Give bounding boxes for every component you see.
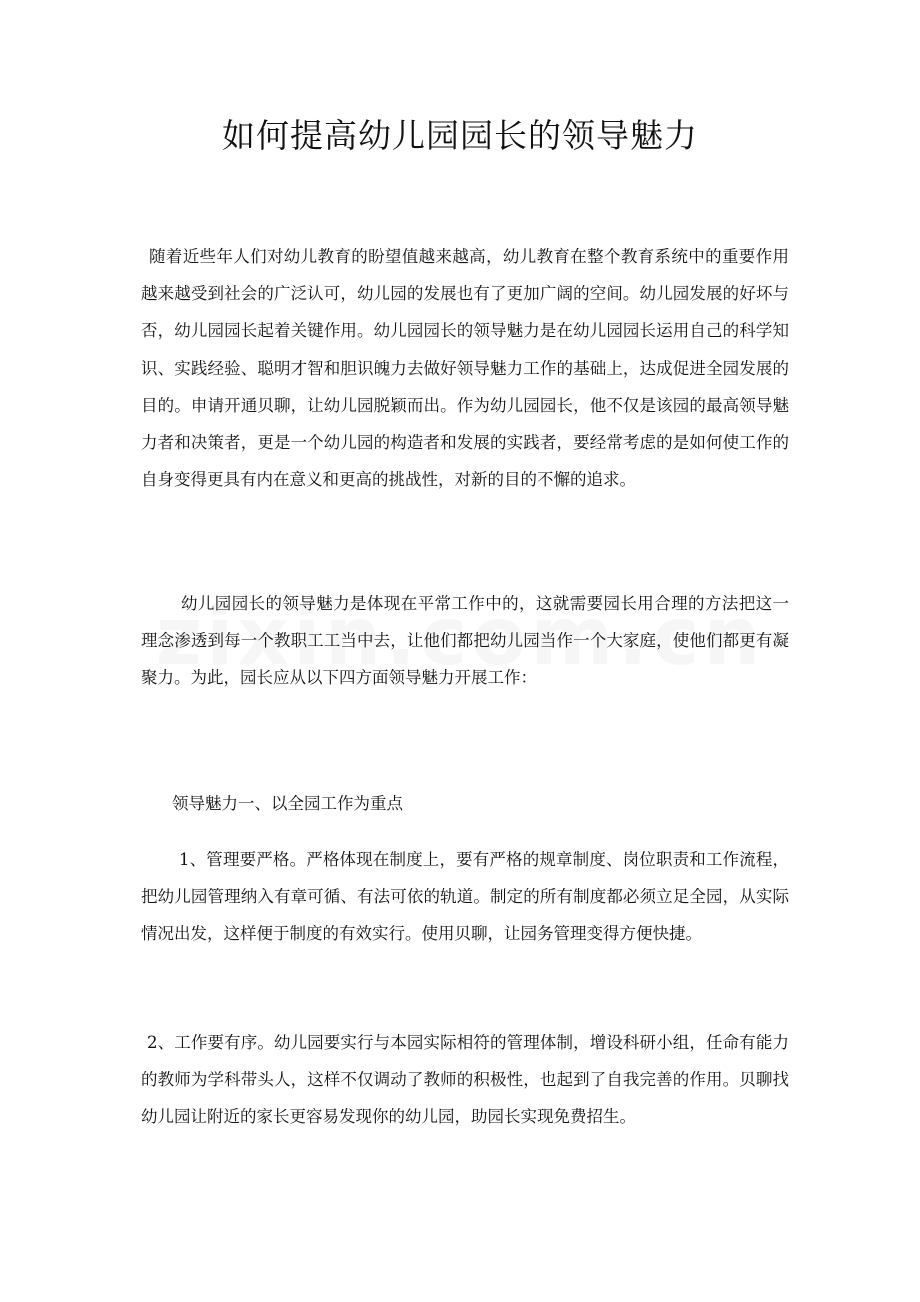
list-item-management: 1、管理要严格。严格体现在制度上，要有严格的规章制度、岗位职责和工作流程，把幼儿园管理纳入有章可循、有法可依的轨道。制定的所有制度都必须立足全园，从实际情况出发，这样便于制度的有效实行。使用贝聊，让园务管理变得方便快捷。 — [141, 850, 789, 944]
intro-paragraph: 随着近些年人们对幼儿教育的盼望值越来越高，幼儿教育在整个教育系统中的重要作用越来越受到社会的广泛认可，幼儿园的发展也有了更加广阔的空间。幼儿园发展的好坏与否，幼儿园园长起着关键作用。幼儿园园长的领导魅力是在幼儿园园长运用自己的科学知识、实践经验、聪明才智和胆识魄力去做好领导魅力工作的基础上，达成促进全园发展的目的。申请开通贝聊，让幼儿园脱颖而出。作为幼儿园园长，他不仅是该园的最高领导魅力者和决策者，更是一个幼儿园的构造者和发展的实践者，要经常考虑的是如何使工作的自身变得更具有内在意义和更高的挑战性，对新的目的不懈的追求。 — [141, 247, 789, 490]
document-title: 如何提高幼儿园园长的领导魅力 — [222, 116, 698, 155]
list-item-order: 2、工作要有序。幼儿园要实行与本园实际相符的管理体制，增设科研小组，任命有能力的教师为学科带头人，这样不仅调动了教师的积极性，也起到了自我完善的作用。贝聊找幼儿园让附近的家长更容易发现你的幼儿园，助园长实现免费招生。 — [141, 1033, 789, 1127]
section-heading: 领导魅力一、以全园工作为重点 — [172, 794, 403, 813]
approach-paragraph: 幼儿园园长的领导魅力是体现在平常工作中的，这就需要园长用合理的方法把这一理念渗透到每一个教职工工当中去，让他们都把幼儿园当作一个大家庭，使他们都更有凝聚力。为此，园长应从以下四方面领导魅力开展工作： — [141, 594, 789, 688]
